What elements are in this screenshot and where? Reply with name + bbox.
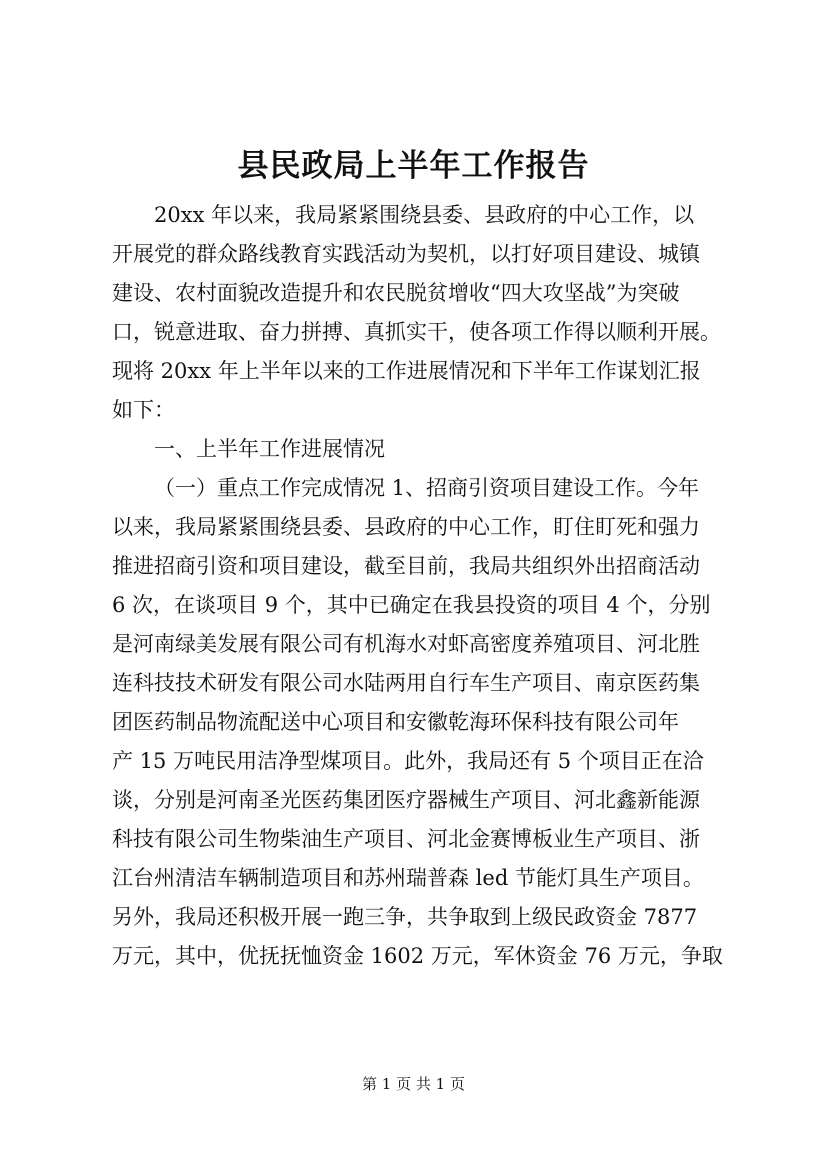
paragraph-line: 口，锐意进取、奋力拼搏、真抓实干，使各项工作得以顺利开展。	[112, 320, 721, 344]
paragraph-line: 开展党的群众路线教育实践活动为契机，以打好项目建设、城镇	[112, 242, 700, 266]
document-title: 县民政局上半年工作报告	[237, 148, 590, 184]
paragraph-line: 产 15 万吨民用洁净型煤项目。此外，我局还有 5 个项目正在洽	[112, 749, 704, 773]
paragraph-line: 连科技技术研发有限公司水陆两用自行车生产项目、南京医药集	[112, 671, 700, 695]
paragraph-line: 江台州清洁车辆制造项目和苏州瑞普森 led 节能灯具生产项目。	[112, 866, 704, 890]
paragraph-line: （一）重点工作完成情况 1、招商引资项目建设工作。今年	[154, 476, 700, 500]
paragraph-line: 如下：	[112, 398, 175, 422]
paragraph-line: 是河南绿美发展有限公司有机海水对虾高密度养殖项目、河北胜	[112, 632, 700, 656]
paragraph-line: 团医药制品物流配送中心项目和安徽乾海环保科技有限公司年	[112, 710, 679, 734]
paragraph-line: 20xx 年以来，我局紧紧围绕县委、县政府的中心工作，以	[154, 203, 695, 227]
paragraph-line: 谈，分别是河南圣光医药集团医疗器械生产项目、河北鑫新能源	[112, 788, 700, 812]
document-body	[112, 196, 750, 976]
paragraph-line: 以来，我局紧紧围绕县委、县政府的中心工作，盯住盯死和强力	[112, 515, 700, 539]
paragraph-line: 建设、农村面貌改造提升和农民脱贫增收“四大攻坚战”为突破	[112, 281, 680, 305]
paragraph-line: 另外，我局还积极开展一跑三争，共争取到上级民政资金 7877	[112, 905, 698, 929]
paragraph-line: 推进招商引资和项目建设，截至目前，我局共组织外出招商活动	[112, 554, 700, 578]
section-heading: 一、上半年工作进展情况	[154, 437, 385, 461]
paragraph-line: 万元，其中，优抚抚恤资金 1602 万元，军休资金 76 万元，争取	[112, 944, 723, 968]
paragraph-line: 6 次，在谈项目 9 个，其中已确定在我县投资的项目 4 个，分别	[112, 593, 711, 617]
page-number-footer: 第 1 页 共 1 页	[362, 1075, 465, 1093]
paragraph-line: 现将 20xx 年上半年以来的工作进展情况和下半年工作谋划汇报	[112, 359, 701, 383]
paragraph-line: 科技有限公司生物柴油生产项目、河北金赛博板业生产项目、浙	[112, 827, 700, 851]
